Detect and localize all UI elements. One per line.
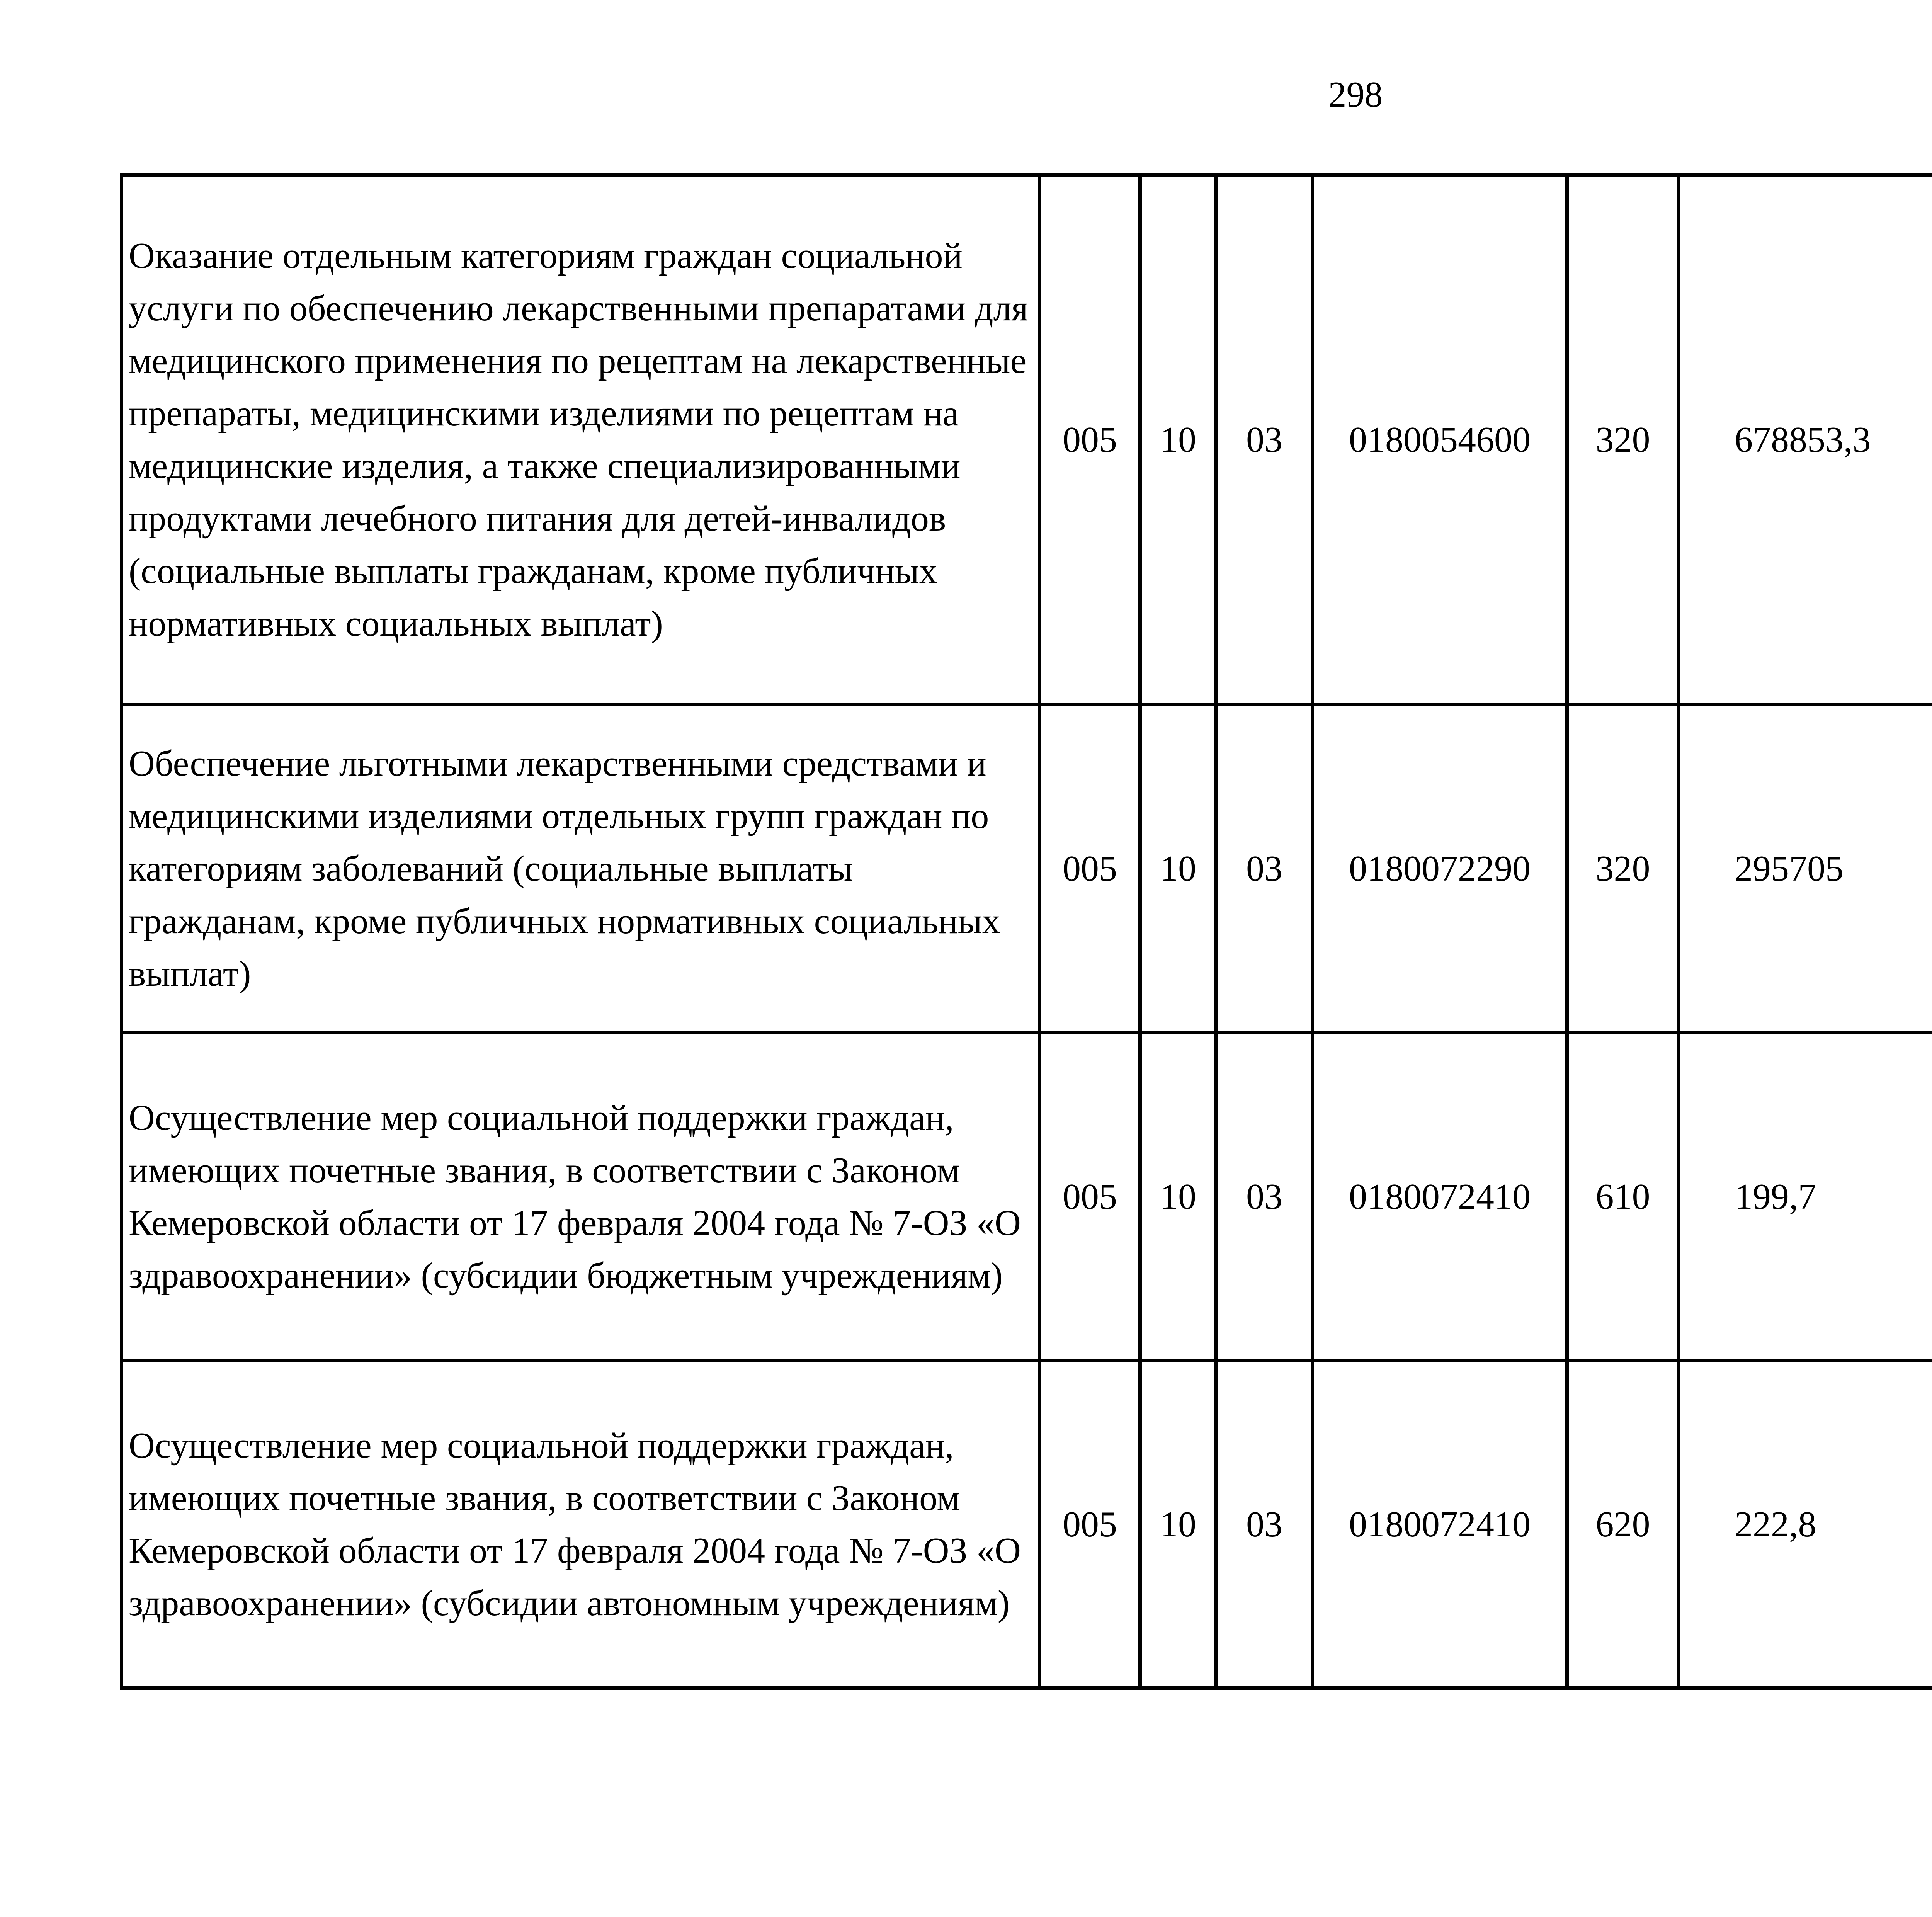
table-row bbox=[122, 1361, 1932, 1688]
expense-type-cell: 620 bbox=[1567, 1361, 1679, 1688]
ministry-code-cell: 005 bbox=[1040, 1033, 1140, 1361]
table-row bbox=[122, 175, 1932, 704]
target-article-cell: 0180072410 bbox=[1313, 1361, 1567, 1688]
sum-year1-cell: 199,7 bbox=[1679, 1033, 1932, 1361]
description-cell: Осуществление мер социальной поддержки граждан, имеющих почетные звания, в соответствии с Законом Кемеровской области от 17 февраля 2004 года № 7-ОЗ «О здравоохранении» (субсидии автономным учреждениям) bbox=[122, 1361, 1040, 1688]
description-cell: Осуществление мер социальной поддержки граждан, имеющих почетные звания, в соответствии с Законом Кемеровской области от 17 февраля 2004 года № 7-ОЗ «О здравоохранении» (субсидии бюджетным учреждениям) bbox=[122, 1033, 1040, 1361]
table-row bbox=[122, 704, 1932, 1033]
budget-table bbox=[120, 173, 1932, 1690]
sum-year1-cell: 678853,3 bbox=[1679, 175, 1932, 704]
sum-year1-cell: 295705 bbox=[1679, 704, 1932, 1033]
section-code-cell: 10 bbox=[1140, 175, 1216, 704]
section-code-cell: 10 bbox=[1140, 704, 1216, 1033]
target-article-cell: 0180072290 bbox=[1313, 704, 1567, 1033]
page-number: 298 bbox=[1328, 75, 1383, 115]
ministry-code-cell: 005 bbox=[1040, 175, 1140, 704]
section-code-cell: 10 bbox=[1140, 1361, 1216, 1688]
section-code-cell: 10 bbox=[1140, 1033, 1216, 1361]
subsection-code-cell: 03 bbox=[1216, 704, 1313, 1033]
description-cell: Обеспечение льготными лекарственными средствами и медицинскими изделиями отдельных групп граждан по категориям заболеваний (социальные выплаты гражданам, кроме публичных нормативных социальных выплат) bbox=[122, 704, 1040, 1033]
expense-type-cell: 320 bbox=[1567, 704, 1679, 1033]
description-cell: Оказание отдельным категориям граждан социальной услуги по обеспечению лекарственными препаратами для медицинского применения по рецептам на лекарственные препараты, медицинскими изделиями по рецептам на медицинские изделия, а также специализированными продуктами лечебного питания для детей-инвалидов (социальные выплаты гражданам, кроме публичных нормативных социальных выплат) bbox=[122, 175, 1040, 704]
expense-type-cell: 320 bbox=[1567, 175, 1679, 704]
subsection-code-cell: 03 bbox=[1216, 175, 1313, 704]
table-row bbox=[122, 1033, 1932, 1361]
target-article-cell: 0180072410 bbox=[1313, 1033, 1567, 1361]
subsection-code-cell: 03 bbox=[1216, 1033, 1313, 1361]
target-article-cell: 0180054600 bbox=[1313, 175, 1567, 704]
ministry-code-cell: 005 bbox=[1040, 1361, 1140, 1688]
sum-year1-cell: 222,8 bbox=[1679, 1361, 1932, 1688]
subsection-code-cell: 03 bbox=[1216, 1361, 1313, 1688]
expense-type-cell: 610 bbox=[1567, 1033, 1679, 1361]
ministry-code-cell: 005 bbox=[1040, 704, 1140, 1033]
